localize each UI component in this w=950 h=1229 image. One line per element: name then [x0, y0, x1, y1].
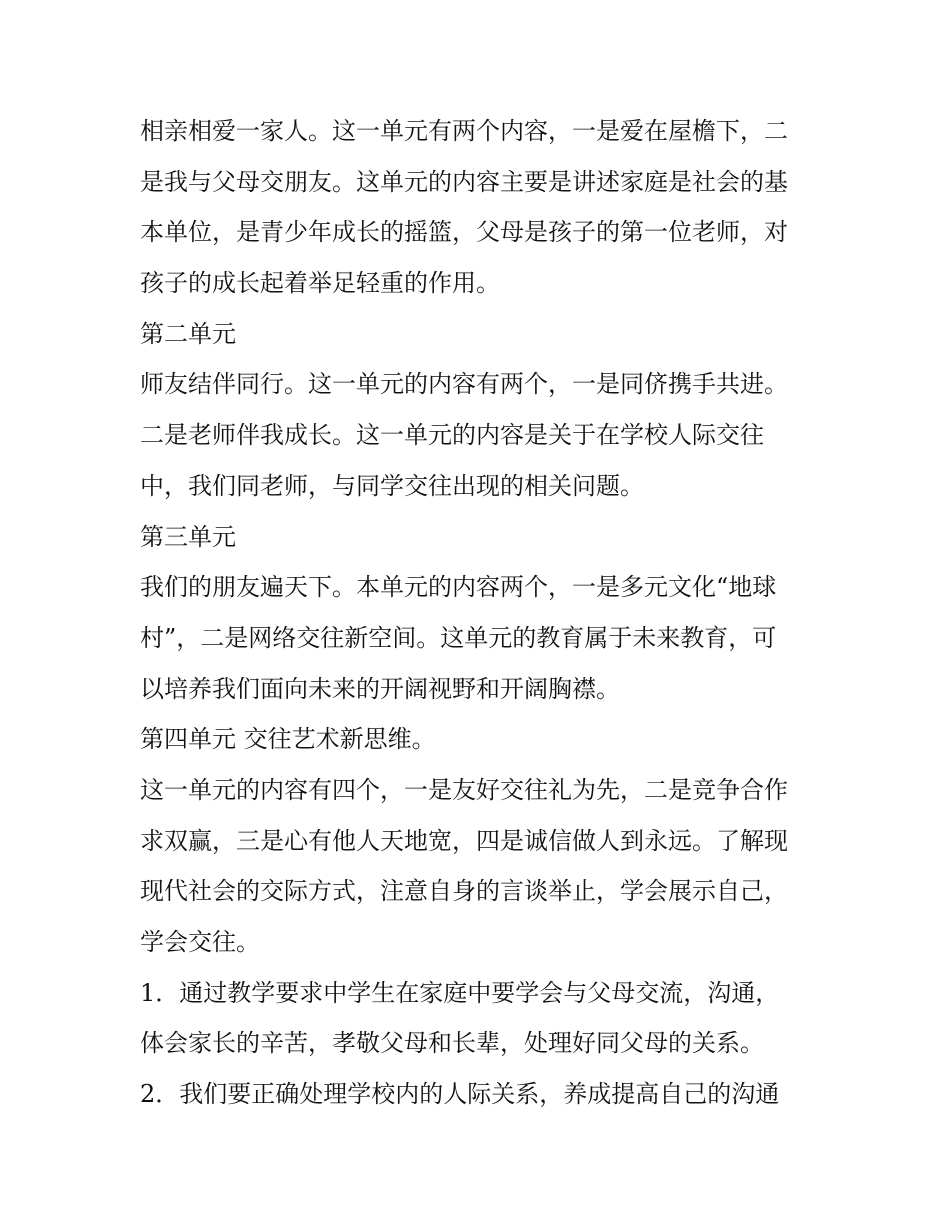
text-line: 以培养我们面向未来的开阔视野和开阔胸襟。 [140, 674, 620, 703]
text-line: 本单位，是青少年成长的摇篮，父母是孩子的第一位老师，对 [140, 218, 788, 247]
text-line: 现代社会的交际方式，注意自身的言谈举止，学会展示自己， [140, 877, 788, 906]
text-line: 是我与父母交朋友。这单元的内容主要是讲述家庭是社会的基 [140, 167, 788, 196]
text-line: 相亲相爱一家人。这一单元有两个内容，一是爱在屋檐下，二 [140, 117, 788, 145]
text-line: 孩子的成长起着举足轻重的作用。 [140, 269, 500, 298]
text-line: 村”，二是网络交往新空间。这单元的教育属于未来教育，可 [140, 623, 777, 652]
section-heading: 第三单元 [140, 522, 236, 551]
list-item: 2．我们要正确处理学校内的人际关系，养成提高自己的沟通 [140, 1080, 780, 1109]
section-heading: 第四单元 交往艺术新思维。 [140, 725, 436, 754]
text-line: 师友结伴同行。这一单元的内容有两个，一是同侪携手共进。 [140, 370, 788, 399]
document-body [140, 106, 820, 1120]
text-line: 这一单元的内容有四个，一是友好交往礼为先，二是竞争合作 [140, 775, 788, 804]
text-line: 体会家长的辛苦，孝敬父母和长辈，处理好同父母的关系。 [140, 1029, 764, 1058]
section-heading: 第二单元 [140, 319, 236, 348]
text-line: 中，我们同老师，与同学交往出现的相关问题。 [140, 471, 644, 500]
text-line: 学会交往。 [140, 928, 260, 956]
text-line: 二是老师伴我成长。这一单元的内容是关于在学校人际交往 [140, 421, 764, 450]
text-line: 求双赢，三是心有他人天地宽，四是诚信做人到永远。了解现 [140, 826, 788, 855]
text-line: 我们的朋友遍天下。本单元的内容两个，一是多元文化“地球 [140, 573, 777, 602]
list-item: 1．通过教学要求中学生在家庭中要学会与父母交流，沟通， [140, 978, 780, 1007]
